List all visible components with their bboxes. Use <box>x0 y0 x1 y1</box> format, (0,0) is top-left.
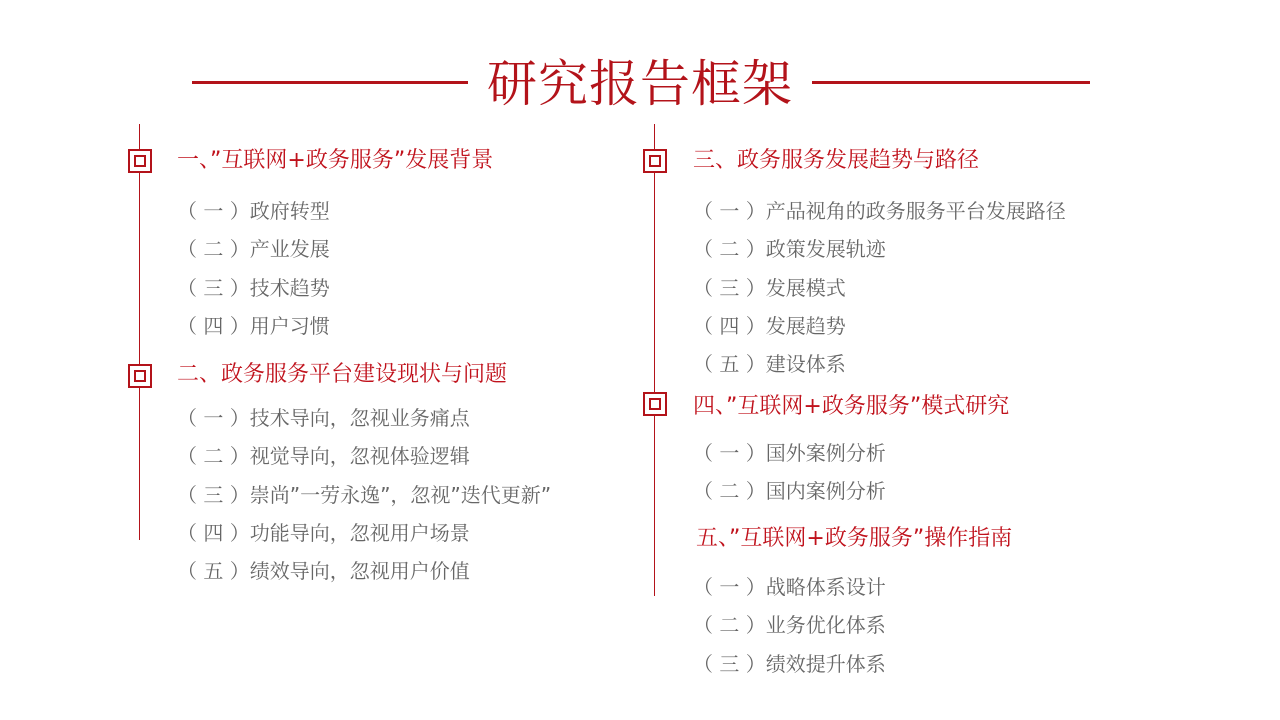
section-4-item-2: （ 二 ）国内案例分析 <box>693 479 886 503</box>
section-5-heading: 五、”互联网+政务服务”操作指南 <box>696 526 1013 551</box>
title-rule-right <box>812 81 1090 84</box>
section-4-item-1: （ 一 ）国外案例分析 <box>693 441 886 465</box>
section-2-heading: 二、政务服务平台建设现状与问题 <box>177 362 508 387</box>
section-1-item-3: （ 三 ）技术趋势 <box>177 276 330 300</box>
section-1-item-4: （ 四 ）用户习惯 <box>177 314 330 338</box>
section-2-item-2: （ 二 ）视觉导向，忽视体验逻辑 <box>177 444 470 468</box>
page-title: 研究报告框架 <box>487 55 793 113</box>
section-1-heading: 一、”互联网+政务服务”发展背景 <box>177 148 494 173</box>
section-4-marker-icon <box>643 392 667 416</box>
section-2-marker-icon <box>128 364 152 388</box>
section-1-item-1: （ 一 ）政府转型 <box>177 199 330 223</box>
section-3-item-4: （ 四 ）发展趋势 <box>693 314 846 338</box>
section-3-item-2: （ 二 ）政策发展轨迹 <box>693 237 886 261</box>
section-3-item-5: （ 五 ）建设体系 <box>693 352 846 376</box>
section-5-item-3: （ 三 ）绩效提升体系 <box>693 652 886 676</box>
section-2-item-3: （ 三 ）崇尚”一劳永逸”，忽视”迭代更新” <box>177 483 552 507</box>
left-timeline <box>139 124 140 540</box>
section-2-item-1: （ 一 ）技术导向，忽视业务痛点 <box>177 406 470 430</box>
right-timeline <box>654 124 655 596</box>
section-1-marker-icon <box>128 149 152 173</box>
section-2-item-4: （ 四 ）功能导向，忽视用户场景 <box>177 521 470 545</box>
section-3-item-3: （ 三 ）发展模式 <box>693 276 846 300</box>
section-1-item-2: （ 二 ）产业发展 <box>177 237 330 261</box>
section-3-marker-icon <box>643 149 667 173</box>
section-3-item-1: （ 一 ）产品视角的政务服务平台发展路径 <box>693 199 1066 223</box>
section-2-item-5: （ 五 ）绩效导向，忽视用户价值 <box>177 559 470 583</box>
section-5-item-2: （ 二 ）业务优化体系 <box>693 613 886 637</box>
section-3-heading: 三、政务服务发展趋势与路径 <box>693 148 980 173</box>
section-4-heading: 四、”互联网+政务服务”模式研究 <box>693 394 1010 419</box>
section-5-item-1: （ 一 ）战略体系设计 <box>693 575 886 599</box>
